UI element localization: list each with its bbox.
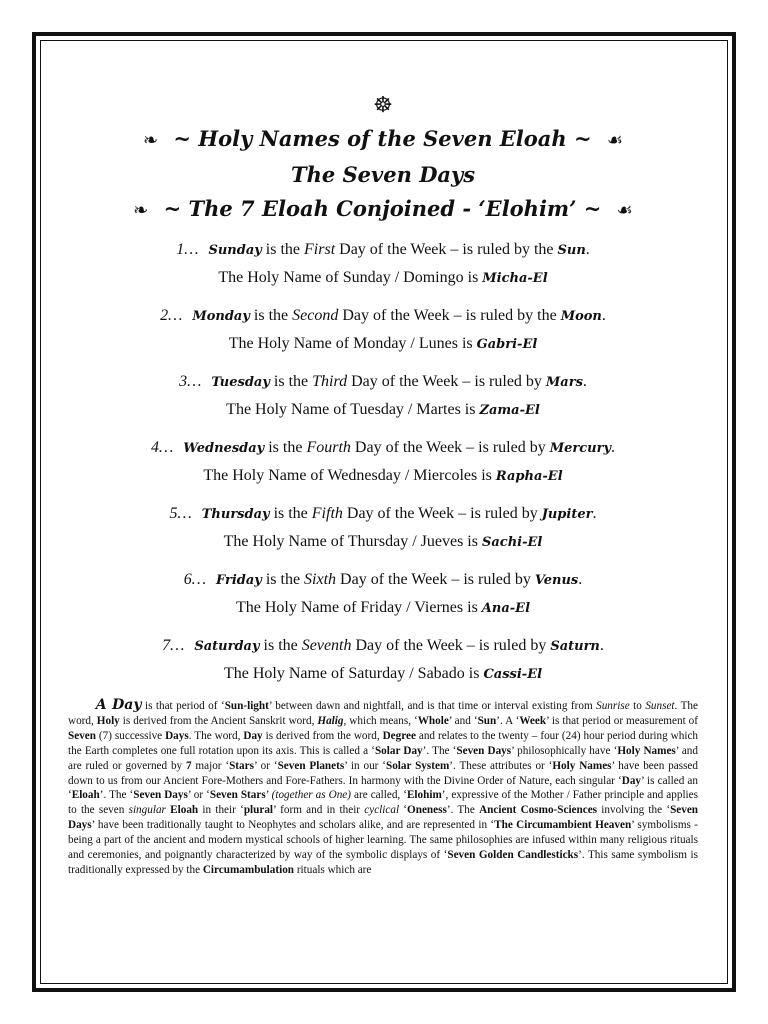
page-content — [68, 92, 698, 878]
holy-name-prefix: The Holy Name of Tuesday / Martes is — [226, 401, 476, 418]
paragraph-segment: A Day — [95, 697, 142, 713]
day-line-1: 5… Thursday is the Fifth Day of the Week – is ruled by Jupiter. — [169, 505, 597, 522]
day-entry — [68, 434, 698, 490]
holy-name-prefix: The Holy Name of Thursday / Jueves is — [223, 533, 478, 550]
day-entry — [68, 368, 698, 424]
day-ordinal: Seventh — [301, 637, 352, 654]
paragraph-segment: ’ have been passed down to us from our Ancient Fore-Mothers and Fore-Fathers. In harmony with the Divine Order of Nature, each singular ‘ — [68, 759, 698, 787]
paragraph-segment: ’ or ‘ — [253, 759, 278, 772]
paragraph-segment: Day — [243, 729, 263, 742]
paragraph-segment: Elohim — [406, 789, 442, 802]
paragraph-segment: Day — [621, 774, 642, 787]
paragraph-segment: ’. The — [446, 804, 480, 817]
holy-name: Ana-El — [481, 601, 531, 616]
paragraph-segment: ’ is called an ‘ — [68, 774, 698, 802]
paragraph-segment: Solar System — [385, 759, 450, 772]
paragraph-segment: Seven Days — [456, 744, 512, 757]
paragraph-segment: is derived from the word, — [262, 729, 383, 742]
holy-name: Zama-El — [479, 403, 540, 418]
paragraph-segment: ’ form and in their — [273, 804, 365, 817]
paragraph-segment: is that period of ‘ — [141, 700, 225, 712]
is-the-text: is the — [265, 571, 301, 588]
paragraph-segment: Seven — [68, 729, 96, 742]
day-line-2 — [68, 330, 698, 358]
day-ordinal: Second — [292, 307, 339, 324]
ruled-text: is ruled by — [470, 505, 538, 522]
paragraph-segment: Ancient Cosmo-Sciences — [479, 804, 598, 817]
planet-name: Saturn — [550, 639, 600, 654]
paragraph-segment: cyclical — [364, 804, 400, 817]
title-elohim-text: ~ The 7 Eloah Conjoined - ‘Elohim’ ~ — [163, 196, 602, 221]
paragraph-segment: Degree — [382, 729, 416, 742]
day-line-2 — [68, 396, 698, 424]
day-name: Sunday — [208, 243, 262, 258]
paragraph-segment: , which means, ‘ — [343, 714, 418, 727]
paragraph-segment: Seven Days — [68, 804, 699, 832]
paragraph-segment: ’, expressive of the Mother / Father principle and applies to the seven — [68, 789, 698, 817]
day-name: Thursday — [201, 507, 270, 522]
paragraph-segment: Seven Days — [133, 789, 188, 802]
holy-name: Micha-El — [482, 271, 548, 286]
paragraph-segment: ’. These attributes or ‘ — [449, 759, 553, 772]
paragraph-segment: Stars — [229, 759, 254, 772]
paragraph-segment: ’ have been traditionally taught to Neophytes and scholars alike, and are represented in ‘ — [91, 819, 495, 832]
holy-name-prefix: The Holy Name of Sunday / Domingo is — [218, 269, 479, 286]
is-the-text: is the — [263, 637, 298, 654]
planet-name: Mars — [545, 375, 583, 390]
title-holy-names-text: ~ Holy Names of the Seven Eloah ~ — [173, 126, 592, 151]
day-of-week-text: Day of the Week – — [351, 373, 471, 390]
ruled-text: is ruled by — [478, 439, 546, 456]
day-line-2 — [68, 528, 698, 556]
paragraph-segment: ’. This same symbolism is traditionally expressed by the — [68, 849, 698, 876]
day-ordinal: Fifth — [311, 505, 343, 522]
day-of-week-text: Day of the Week – — [355, 637, 475, 654]
is-the-text: is the — [273, 505, 308, 522]
day-line-2 — [68, 594, 698, 622]
day-of-week-text: Day of the Week – — [354, 439, 475, 456]
day-number: 5… — [169, 505, 192, 522]
paragraph-segment: ’ philosophically have ‘ — [511, 744, 618, 757]
ruled-text: is ruled by the — [465, 307, 557, 324]
is-the-text: is the — [273, 373, 309, 390]
ornament-right-icon: ☙ — [606, 130, 624, 151]
paragraph-segment: to — [629, 700, 646, 712]
paragraph-segment: 7 — [185, 759, 192, 772]
paragraph-segment: ’ — [265, 789, 272, 802]
day-number: 2… — [160, 307, 183, 324]
paragraph-segment: involving the ‘ — [597, 804, 671, 817]
days-list — [68, 236, 698, 688]
day-number: 6… — [183, 571, 206, 588]
day-line-2 — [68, 264, 698, 292]
paragraph-segment: Sunset — [645, 700, 675, 712]
paragraph-segment: ’ and are ruled or governed by — [68, 744, 698, 772]
ruled-text: is ruled by — [478, 637, 547, 654]
paragraph-segment: ’. A ‘ — [496, 714, 520, 727]
day-entry — [68, 236, 698, 292]
paragraph-segment: ’ and ‘ — [448, 714, 478, 727]
paragraph-segment: Week — [519, 714, 547, 727]
paragraph-segment: ’. The ‘ — [99, 789, 134, 802]
holy-name: Gabri-El — [476, 337, 538, 352]
is-the-text: is the — [265, 241, 301, 258]
is-the-text: is the — [253, 307, 289, 324]
paragraph-segment: and relates to the twenty – four (24) hour period during which the Earth completes one full rotation upon its axis. This is called a ‘ — [68, 729, 699, 757]
paragraph-segment: Sun — [477, 714, 497, 727]
paragraph-segment: Holy Names — [552, 759, 612, 772]
paragraph-segment: (together as One) — [271, 789, 351, 802]
day-name: Friday — [215, 573, 262, 588]
planet-name: Venus — [534, 573, 579, 588]
paragraph-segment: Eloah — [170, 804, 199, 817]
paragraph-segment: major ‘ — [191, 759, 230, 772]
day-line-1: 3… Tuesday is the Third Day of the Week – is ruled by Mars. — [179, 373, 587, 390]
header-glyph: ☸ — [373, 92, 393, 117]
planet-name: Sun — [557, 243, 586, 258]
paragraph-segment: . The word, — [68, 700, 698, 727]
paragraph-segment: ’ between dawn and nightfall, and is that time or interval existing from — [268, 700, 597, 712]
day-number: 1… — [176, 241, 199, 258]
holy-name: Cassi-El — [483, 667, 543, 682]
paragraph-segment: Whole — [417, 714, 449, 727]
paragraph-segment: is derived from the Ancient Sanskrit word, — [119, 714, 318, 727]
paragraph-segment: ’. The ‘ — [422, 744, 457, 757]
planet-name: Mercury — [549, 441, 611, 456]
ruled-text: is ruled by — [463, 571, 531, 588]
paragraph-segment: Seven Stars — [209, 789, 266, 802]
ornament-left-icon: ❧ — [142, 130, 159, 151]
ruled-text: is ruled by the — [462, 241, 554, 258]
paragraph-segment: Holy Names — [617, 744, 676, 757]
paragraph-segment: plural — [243, 804, 274, 817]
day-ordinal: First — [304, 241, 336, 258]
paragraph-segment: Solar Day — [374, 744, 423, 757]
title-holy-names — [68, 122, 698, 158]
description-paragraph — [68, 698, 698, 878]
holy-name-prefix: The Holy Name of Wednesday / Miercoles is — [203, 467, 492, 484]
day-line-2 — [68, 462, 698, 490]
paragraph-segment: Holy — [96, 714, 120, 727]
ornament-left-icon: ❧ — [133, 200, 149, 221]
day-line-1: 2… Monday is the Second Day of the Week – is ruled by the Moon. — [160, 307, 606, 324]
paragraph-segment: Eloah — [71, 789, 100, 802]
day-of-week-text: Day of the Week – — [346, 505, 467, 522]
holy-name: Sachi-El — [481, 535, 543, 550]
day-line-1: 6… Friday is the Sixth Day of the Week – is ruled by Venus. — [183, 571, 583, 588]
day-entry — [68, 302, 698, 358]
title-seven-days: The Seven Days — [290, 162, 476, 187]
planet-name: Jupiter — [541, 507, 593, 522]
is-the-text: is the — [268, 439, 303, 456]
paragraph-segment: Halig — [317, 714, 344, 727]
day-line-1: 7… Saturday is the Seventh Day of the Week – is ruled by Saturn. — [162, 637, 604, 654]
day-name: Tuesday — [211, 375, 270, 390]
day-line-1: 4… Wednesday is the Fourth Day of the Week – is ruled by Mercury. — [150, 439, 615, 456]
paragraph-segment: in their ‘ — [198, 804, 244, 817]
day-line-1: 1… Sunday is the First Day of the Week – is ruled by the Sun. — [176, 241, 590, 258]
paragraph-segment: Sunrise — [596, 700, 630, 712]
day-number: 7… — [162, 637, 185, 654]
day-entry — [68, 566, 698, 622]
paragraph-segment: are called, ‘ — [351, 789, 407, 802]
paragraph-segment: Oneness — [407, 804, 447, 817]
title-elohim — [68, 192, 698, 228]
day-entry — [68, 632, 698, 688]
day-name: Wednesday — [183, 441, 265, 456]
paragraph-segment: . The word, — [188, 729, 244, 742]
paragraph-segment: (7) successive — [95, 729, 166, 742]
holy-name-prefix: The Holy Name of Monday / Lunes is — [228, 335, 473, 352]
ornament-right-icon: ☙ — [616, 200, 633, 221]
day-number: 3… — [179, 373, 202, 390]
day-line-2 — [68, 660, 698, 688]
paragraph-segment: The Circumambient Heaven — [494, 819, 632, 832]
day-ordinal: Third — [312, 373, 348, 390]
day-of-week-text: Day of the Week – — [339, 241, 459, 258]
paragraph-segment: Circumambulation — [202, 863, 295, 876]
holy-name-prefix: The Holy Name of Friday / Viernes is — [235, 599, 478, 616]
ruled-text: is ruled by — [474, 373, 542, 390]
day-ordinal: Sixth — [304, 571, 337, 588]
paragraph-segment: ’ in our ‘ — [344, 759, 386, 772]
paragraph-segment: Days — [165, 729, 189, 742]
paragraph-segment: ’ is that period or measurement of — [546, 714, 698, 727]
planet-name: Moon — [560, 309, 602, 324]
day-of-week-text: Day of the Week – — [342, 307, 462, 324]
day-of-week-text: Day of the Week – — [340, 571, 460, 588]
day-number: 4… — [150, 439, 174, 456]
paragraph-segment: ’ symbolisms - being a part of the ancient and modern mystical schools of higher learning. The same philosophies are infused within many religious rituals and ceremonies, and poignantly characterized by way of the symbolic displays of ‘ — [68, 819, 698, 862]
paragraph-segment: rituals which are — [294, 863, 372, 876]
paragraph-segment: Sun-light — [224, 700, 269, 712]
paragraph-segment: Seven Planets — [277, 759, 345, 772]
day-name: Saturday — [194, 639, 260, 654]
holy-name-prefix: The Holy Name of Saturday / Sabado is — [223, 665, 480, 682]
holy-name: Rapha-El — [495, 469, 563, 484]
day-ordinal: Fourth — [306, 439, 351, 456]
paragraph-segment: Seven Golden Candlesticks — [447, 849, 579, 862]
paragraph-segment: ’ or ‘ — [187, 789, 210, 802]
paragraph-segment: ‘ — [399, 804, 408, 817]
day-entry — [68, 500, 698, 556]
paragraph-segment: singular — [128, 804, 166, 817]
day-name: Monday — [192, 309, 250, 324]
